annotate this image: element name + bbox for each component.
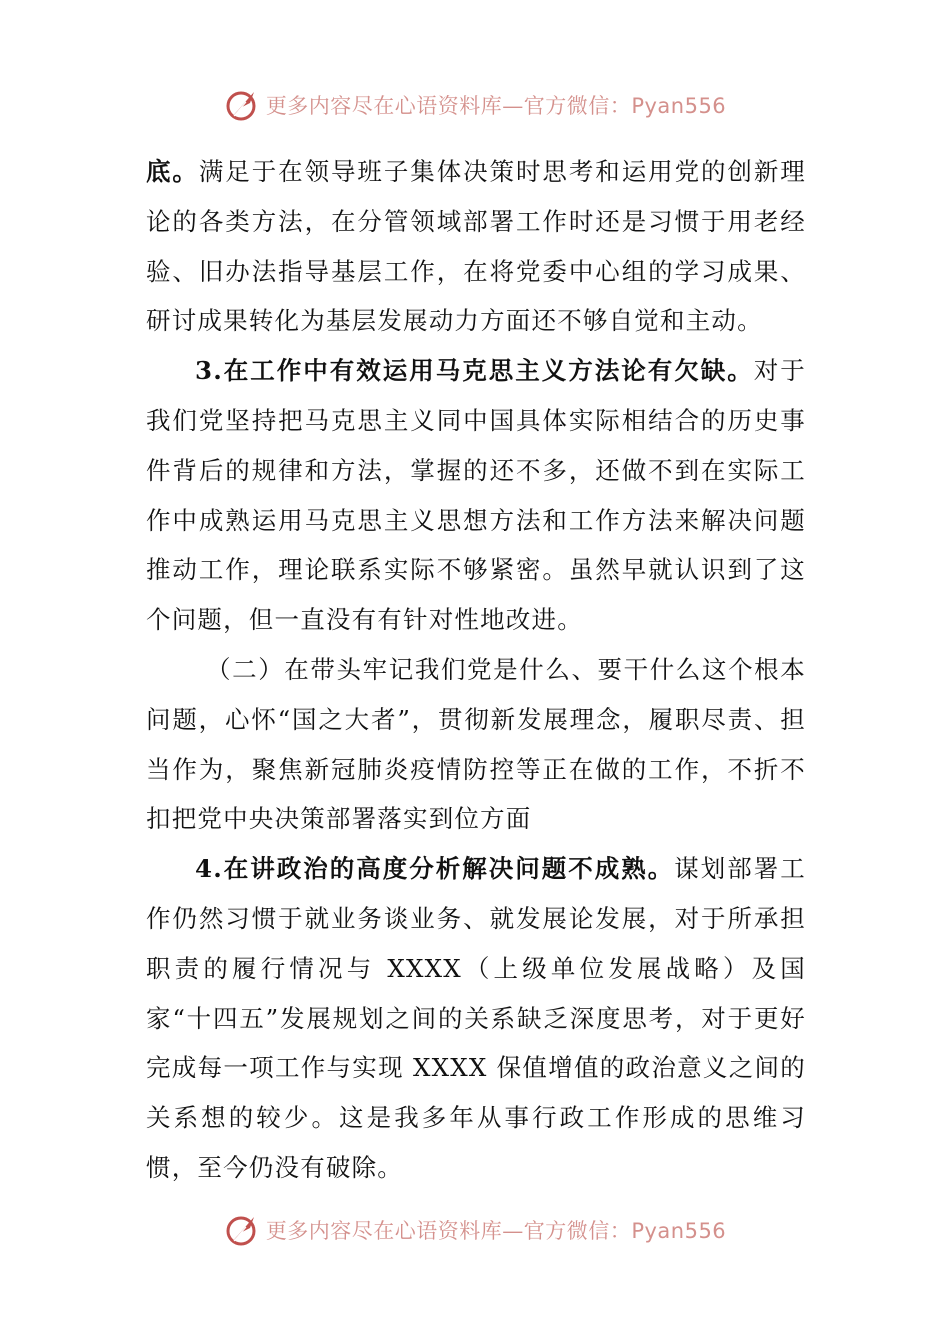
paragraph-2-heading: 3.在工作中有效运用马克思主义方法论有欠缺。 xyxy=(195,356,754,386)
paragraph-4-heading: 4.在讲政治的高度分析解决问题不成熟。 xyxy=(195,854,675,884)
paragraph-4 xyxy=(146,844,806,1193)
paragraph-1-text: 满足于在领导班子集体决策时思考和运用党的创新理论的各类方法，在分管领域部署工作时还是习惯于用老经验、旧办法指导基层工作，在将党委中心组的学习成果、研讨成果转化为基层发展动力方面还不够自觉和主动。 xyxy=(146,157,806,336)
section-heading-2: （二）在带头牢记我们党是什么、要干什么这个根本问题，心怀“国之大者”，贯彻新发展理念，履职尽责、担当作为，聚焦新冠肺炎疫情防控等正在做的工作，不折不扣把党中央决策部署落实到位方面 xyxy=(146,654,806,834)
paragraph-2 xyxy=(146,346,806,645)
document-body xyxy=(146,147,806,1193)
wechat-id: Pyan556 xyxy=(631,94,727,118)
wechat-id: Pyan556 xyxy=(631,1219,727,1243)
paragraph-4-text: 谋划部署工作仍然习惯于就业务谈业务、就发展论发展，对于所承担职责的履行情况与 XXXX（上级单位发展战略）及国家“十四五”发展规划之间的关系缺乏深度思考，对于更好完成每一项工作与实现 XXXX 保值增值的政治意义之间的关系想的较少。这是我多年从事行政工作形成的思维习惯，至今仍没有破除。 xyxy=(146,854,807,1182)
paragraph-1 xyxy=(146,147,806,346)
quill-logo-icon xyxy=(224,1212,260,1248)
header-watermark xyxy=(0,85,950,125)
paragraph-1-lead: 底。 xyxy=(146,157,199,186)
paragraph-2-text: 对于我们党坚持把马克思主义同中国具体实际相结合的历史事件背后的规律和方法，掌握的还不多，还做不到在实际工作中成熟运用马克思主义思想方法和工作方法来解决问题推动工作，理论联系实际不够紧密。虽然早就认识到了这个问题，但一直没有有针对性地改进。 xyxy=(146,356,806,635)
watermark-text: 更多内容尽在心语资料库—官方微信：Pyan556 xyxy=(265,1219,727,1243)
quill-logo-icon xyxy=(224,87,260,123)
watermark-text: 更多内容尽在心语资料库—官方微信：Pyan556 xyxy=(265,94,727,118)
footer-watermark xyxy=(0,1210,950,1250)
